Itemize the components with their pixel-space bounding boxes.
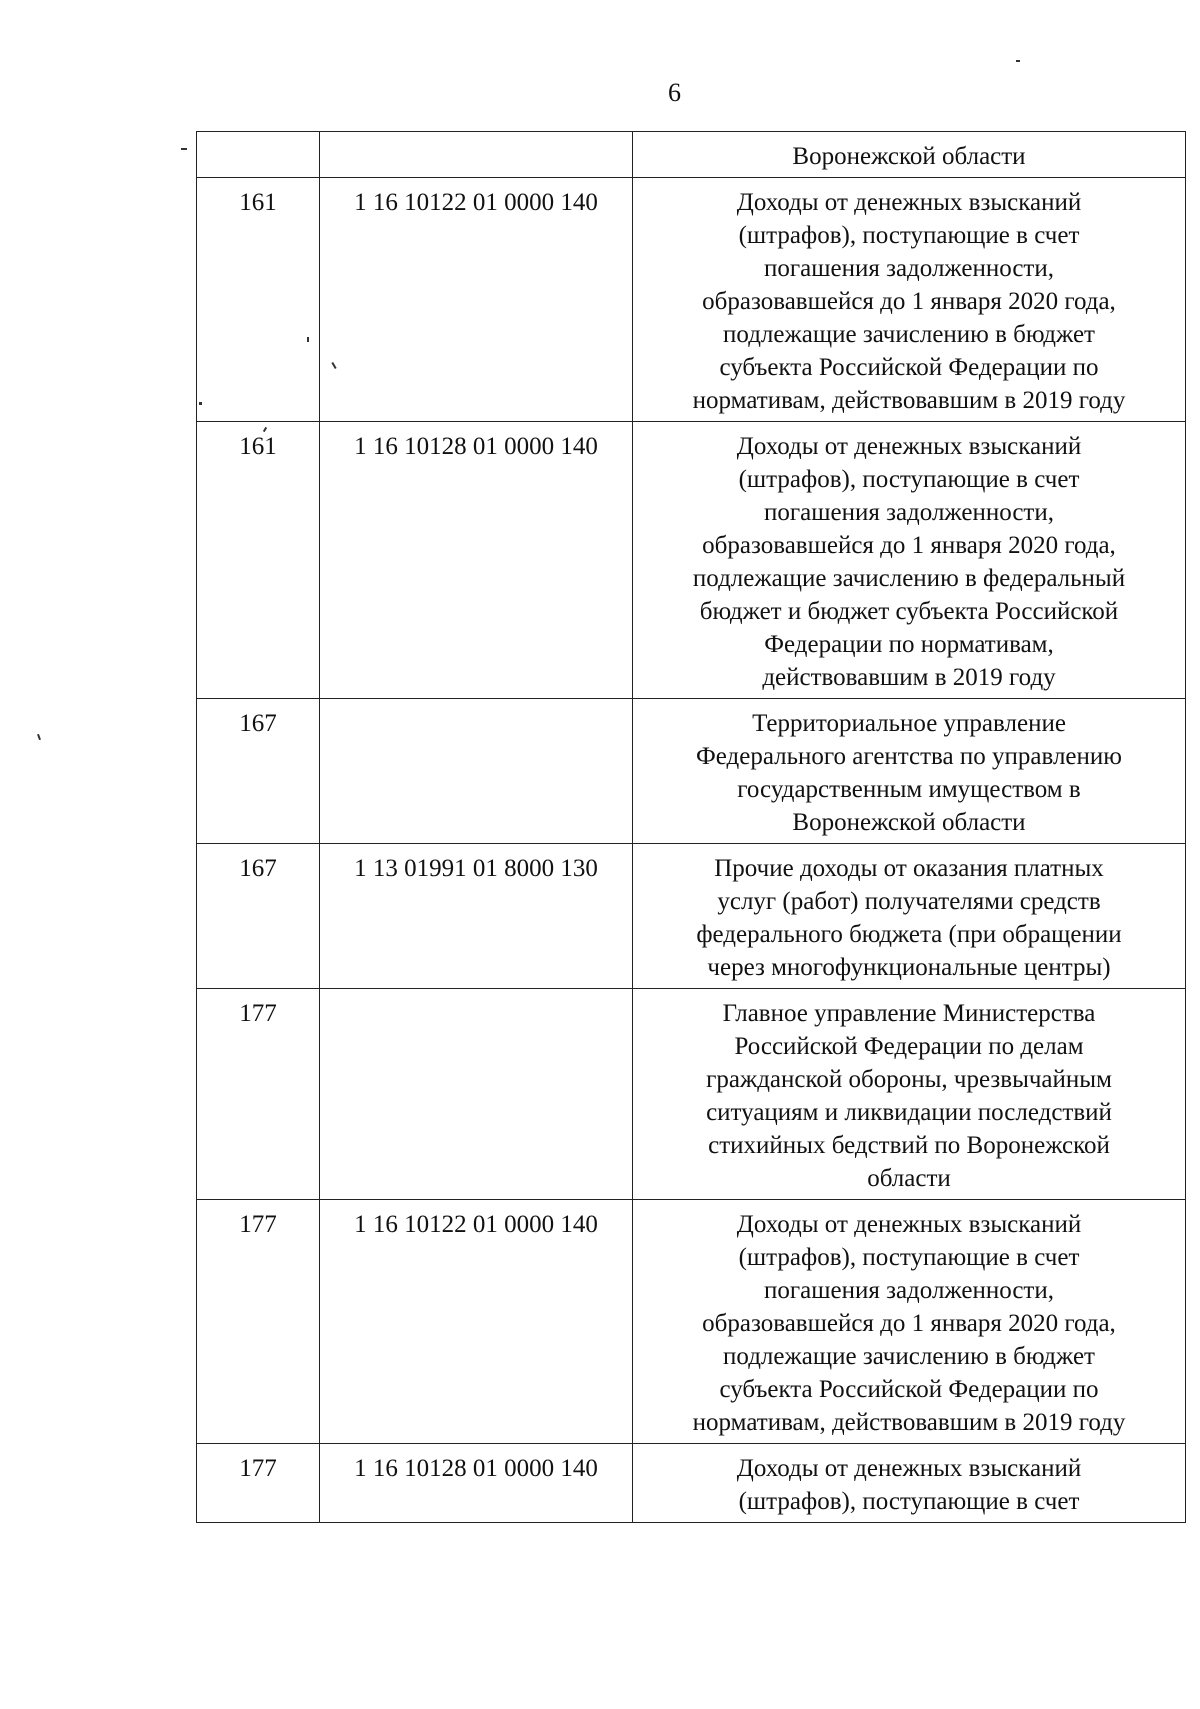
income-codes-table: [196, 131, 1186, 1523]
income-name-line: Российской Федерации по делам: [734, 1033, 1084, 1060]
income-name-line: (штрафов), поступающие в счет: [738, 466, 1080, 493]
income-name-cell: [633, 1200, 1186, 1444]
table-row: [197, 699, 1186, 844]
table-row: [197, 132, 1186, 178]
income-name-line: Воронежской области: [792, 809, 1026, 836]
income-name-line: (штрафов), поступающие в счет: [738, 1488, 1080, 1515]
income-name-cell: [633, 422, 1186, 699]
admin-code-cell: 167: [197, 844, 320, 989]
income-name-cell: [633, 844, 1186, 989]
admin-code-cell: 161: [197, 178, 320, 422]
income-name-line: Главное управление Министерства: [722, 1000, 1096, 1027]
admin-code-cell: 167: [197, 699, 320, 844]
budget-code-cell: 1 16 10128 01 0000 140: [320, 422, 633, 699]
income-name-cell: [633, 989, 1186, 1200]
income-name-cell: [633, 178, 1186, 422]
income-name-line: Территориальное управление: [752, 710, 1066, 737]
page-number: 6: [668, 78, 681, 107]
income-name-line: погашения задолженности,: [764, 499, 1054, 526]
table-body: [197, 132, 1186, 1523]
income-name-line: Доходы от денежных взысканий: [736, 1455, 1082, 1482]
scan-speck: [307, 337, 309, 342]
income-name-line: образовавшейся до 1 января 2020 года,: [702, 288, 1116, 315]
income-name-line: (штрафов), поступающие в счет: [738, 222, 1080, 249]
income-name-line: через многофункциональные центры): [707, 954, 1111, 981]
income-name-line: ситуациям и ликвидации последствий: [706, 1099, 1112, 1126]
budget-code-cell: 1 16 10122 01 0000 140: [320, 178, 633, 422]
scan-speck: [199, 402, 202, 405]
income-name-line: гражданской обороны, чрезвычайным: [706, 1066, 1112, 1093]
admin-code-cell: 177: [197, 1444, 320, 1523]
income-name-line: подлежащие зачислению в федеральный: [692, 565, 1126, 592]
income-name-line: нормативам, действовавшим в 2019 году: [692, 387, 1126, 414]
income-name-line: Доходы от денежных взысканий: [736, 1211, 1082, 1238]
income-name-line: государственным имуществом в: [737, 776, 1081, 803]
income-name-line: стихийных бедствий по Воронежской: [708, 1132, 1110, 1159]
income-name-line: нормативам, действовавшим в 2019 году: [692, 1409, 1126, 1436]
scan-speck: [1016, 60, 1020, 62]
budget-code-cell: 1 16 10122 01 0000 140: [320, 1200, 633, 1444]
admin-code-cell: 177: [197, 989, 320, 1200]
income-name-line: образовавшейся до 1 января 2020 года,: [702, 1310, 1116, 1337]
scan-speck: [181, 148, 187, 150]
income-name-line: области: [867, 1165, 951, 1192]
income-name-line: Федерации по нормативам,: [764, 631, 1054, 658]
income-name-cell: [633, 1444, 1186, 1523]
income-name-line: образовавшейся до 1 января 2020 года,: [702, 532, 1116, 559]
income-name-line: услуг (работ) получателями средств: [717, 888, 1101, 915]
budget-code-cell: 1 16 10128 01 0000 140: [320, 1444, 633, 1523]
budget-code-cell: [320, 132, 633, 178]
income-name-cell: [633, 699, 1186, 844]
income-name-line: бюджет и бюджет субъекта Российской: [699, 598, 1119, 625]
income-name-line: Прочие доходы от оказания платных: [714, 855, 1104, 882]
income-name-line: действовавшим в 2019 году: [762, 664, 1056, 691]
income-name-line: погашения задолженности,: [764, 1277, 1054, 1304]
budget-code-cell: [320, 989, 633, 1200]
income-name-line: Воронежской области: [792, 143, 1026, 170]
table-row: [197, 1200, 1186, 1444]
budget-code-cell: [320, 699, 633, 844]
income-name-line: Доходы от денежных взысканий: [736, 433, 1082, 460]
scan-speck: [37, 734, 41, 740]
admin-code-cell: [197, 132, 320, 178]
income-name-line: подлежащие зачислению в бюджет: [723, 321, 1095, 348]
table-row: [197, 178, 1186, 422]
admin-code-cell: 161: [197, 422, 320, 699]
income-name-line: субъекта Российской Федерации по: [719, 1376, 1099, 1403]
income-name-line: подлежащие зачислению в бюджет: [723, 1343, 1095, 1370]
income-name-line: (штрафов), поступающие в счет: [738, 1244, 1080, 1271]
table-row: [197, 989, 1186, 1200]
income-name-line: Федерального агентства по управлению: [696, 743, 1122, 770]
budget-code-cell: 1 13 01991 01 8000 130: [320, 844, 633, 989]
admin-code-cell: 177: [197, 1200, 320, 1444]
income-name-line: погашения задолженности,: [764, 255, 1054, 282]
table-row: [197, 1444, 1186, 1523]
income-name-line: субъекта Российской Федерации по: [719, 354, 1099, 381]
income-name-cell: [633, 132, 1186, 178]
income-name-line: Доходы от денежных взысканий: [736, 189, 1082, 216]
income-name-line: федерального бюджета (при обращении: [696, 921, 1122, 948]
table-row: [197, 844, 1186, 989]
table-row: [197, 422, 1186, 699]
